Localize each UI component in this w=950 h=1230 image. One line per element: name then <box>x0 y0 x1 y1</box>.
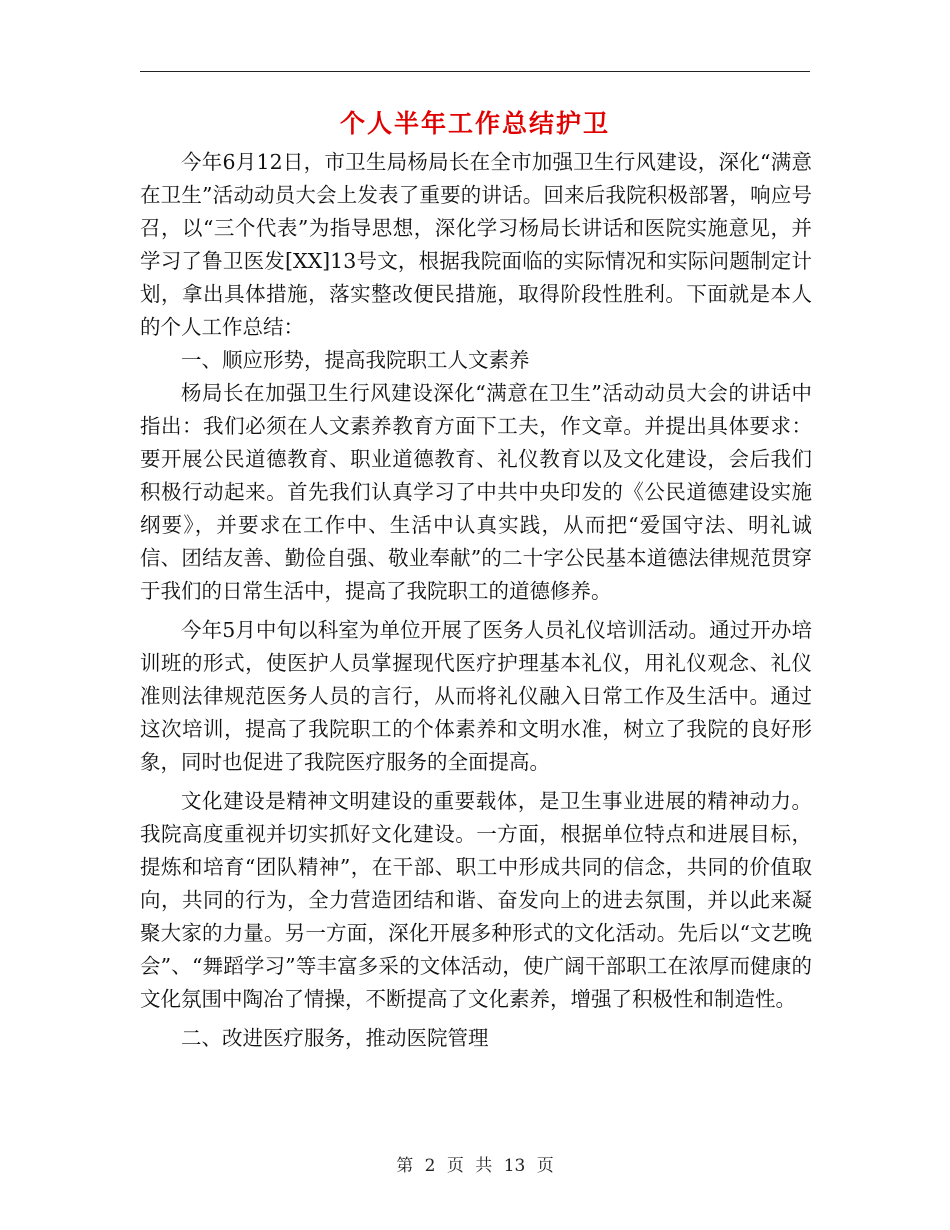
paragraph-section1-b: 今年5月中旬以科室为单位开展了医务人员礼仪培训活动。通过开办培训班的形式，使医护人员掌握现代医疗护理基本礼仪，用礼仪观念、礼仪准则法律规范医务人员的言行，从而将礼仪融入日常工作及生活中。通过这次培训，提高了我院职工的个体素养和文明水准，树立了我院的良好形象，同时也促进了我院医疗服务的全面提高。 <box>140 618 812 774</box>
section-heading-1: 一、顺应形势，提高我院职工人文素养 <box>181 348 530 372</box>
header-rule <box>140 71 810 72</box>
paragraph-intro: 今年6月12日，市卫生局杨局长在全市加强卫生行风建设，深化“满意在卫生”活动动员大会上发表了重要的讲话。回来后我院积极部署，响应号召，以“三个代表”为指导思想，深化学习杨局长讲话和医院实施意见，并学习了鲁卫医发[XX]13号文，根据我院面临的实际情况和实际问题制定计划，拿出具体措施，落实整改便民措施，取得阶段性胜利。下面就是本人的个人工作总结： <box>140 150 812 339</box>
document-body <box>140 146 812 1055</box>
page-footer: 第 2 页 共 13 页 <box>396 1156 554 1176</box>
section-heading-2: 二、改进医疗服务，推动医院管理 <box>181 1026 489 1050</box>
paragraph-section1-c: 文化建设是精神文明建设的重要载体，是卫生事业进展的精神动力。我院高度重视并切实抓好文化建设。一方面，根据单位特点和进展目标，提炼和培育“团队精神”，在干部、职工中形成共同的信念，共同的价值取向，共同的行为，全力营造团结和谐、奋发向上的进去氛围，并以此来凝聚大家的力量。另一方面，深化开展多种形式的文化活动。先后以“文艺晚会”、“舞蹈学习”等丰富多采的文体活动，使广阔干部职工在浓厚而健康的文化氛围中陶冶了情操，不断提高了文化素养，增强了积极性和制造性。 <box>140 789 812 1011</box>
paragraph-section1-a: 杨局长在加强卫生行风建设深化“满意在卫生”活动动员大会的讲话中指出：我们必须在人文素养教育方面下工夫，作文章。并提出具体要求：要开展公民道德教育、职业道德教育、礼仪教育以及文化建设，会后我们积极行动起来。首先我们认真学习了中共中央印发的《公民道德建设实施纲要》，并要求在工作中、生活中认真实践，从而把“爱国守法、明礼诚信、团结友善、勤俭自强、敬业奉献”的二十字公民基本道德法律规范贯穿于我们的日常生活中，提高了我院职工的道德修养。 <box>140 381 812 603</box>
document-title: 个人半年工作总结护卫 <box>339 109 610 138</box>
